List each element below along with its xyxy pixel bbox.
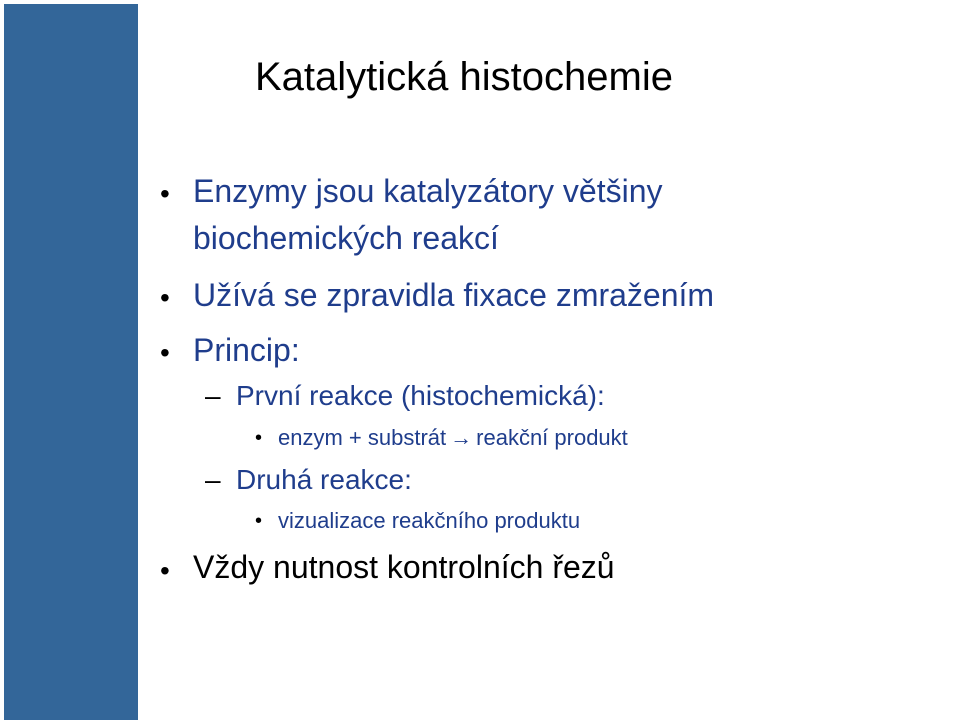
reaction-input: enzym + substrát: [278, 425, 447, 450]
bullet-control-sections: Vždy nutnost kontrolních řezů: [193, 549, 615, 585]
bullet-fixation: Užívá se zpravidla fixace zmražením: [193, 277, 715, 313]
dash-icon: –: [205, 464, 221, 495]
slide-title: Katalytická histochemie: [255, 55, 673, 99]
bullet-icon: •: [255, 427, 263, 449]
bullet-icon: •: [160, 282, 170, 313]
bullet-principle: Princip:: [193, 332, 300, 368]
arrow-right-icon: →: [450, 425, 473, 450]
sub-first-reaction: První reakce (histochemická):: [236, 380, 605, 411]
subsub-visualization: vizualizace reakčního produktu: [278, 508, 581, 533]
reaction-output: reakční produkt: [476, 425, 628, 450]
dash-icon: –: [205, 380, 221, 411]
bullet-enzymes-line1: Enzymy jsou katalyzátory většiny: [193, 173, 663, 209]
bullet-icon: •: [160, 555, 170, 586]
left-accent-bar: [4, 4, 138, 720]
sub-second-reaction: Druhá reakce:: [236, 464, 412, 495]
subsub-enzyme-substrate: [278, 425, 628, 450]
bullet-icon: •: [255, 510, 263, 532]
bullet-icon: •: [160, 178, 170, 209]
bullet-enzymes-line2: biochemických reakcí: [193, 220, 499, 256]
bullet-icon: •: [160, 337, 170, 368]
